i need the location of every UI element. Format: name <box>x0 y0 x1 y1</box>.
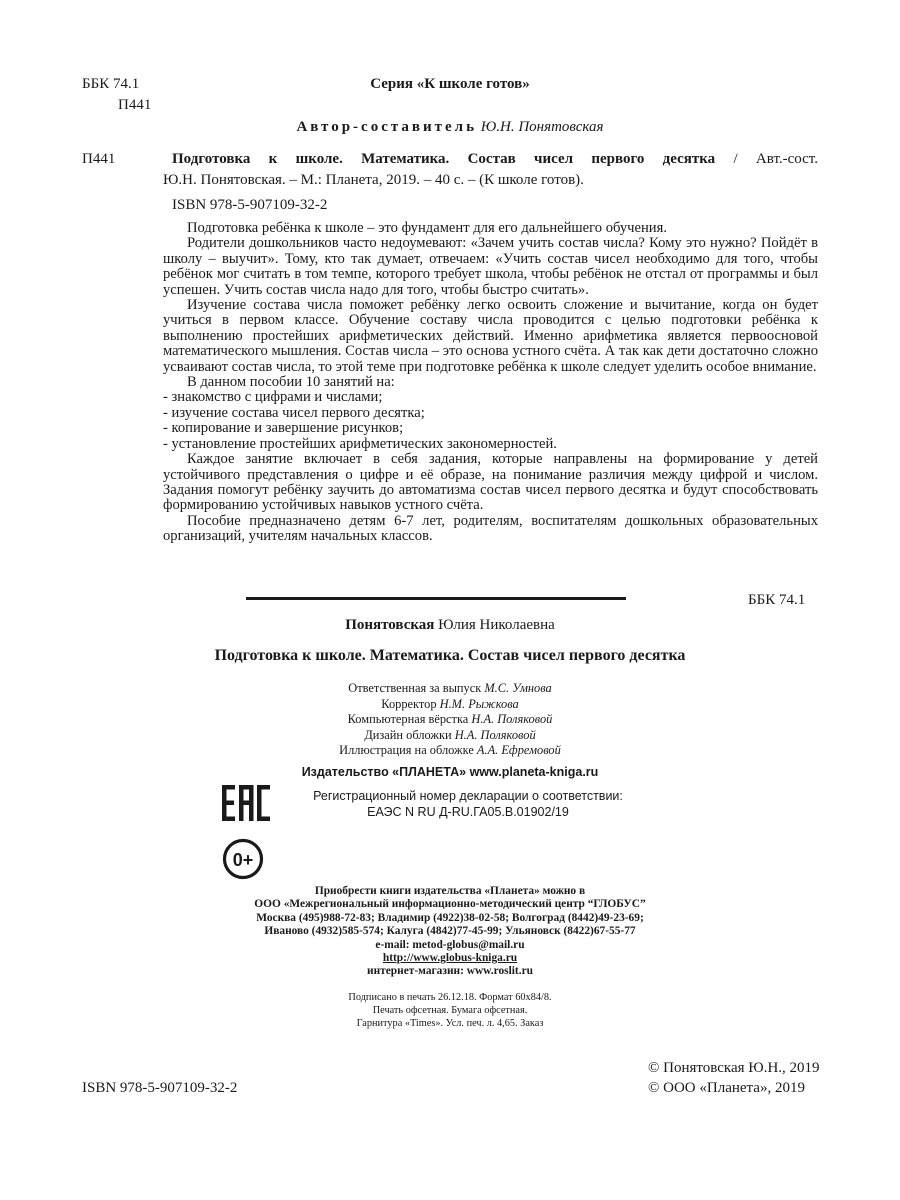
annotation-paragraph: Изучение состава числа поможет ребёнку легко освоить сложение и вычитание, когда он будет учиться в первом классе. Обучение составу числа проводится с целью подготовки ребёнка к выполнению простейших арифметических действий. Именно арифметика является первоосновой математического мышления. Состав числа – это основа устного счёта. А так как дети достаточно сложно усваивают состав числа, то этой теме при подготовке ребёнка к школе следует уделить особое внимание. <box>163 297 818 375</box>
registration-label: Регистрационный номер декларации о соответствии: <box>313 789 623 803</box>
citation-index: П441 <box>82 151 116 167</box>
distributor-website-link[interactable]: http://www.globus-kniga.ru <box>382 952 518 965</box>
imprint-info <box>0 991 900 1030</box>
annotation <box>163 221 818 545</box>
imprint-line: Печать офсетная. Бумага офсетная. <box>372 1005 528 1016</box>
list-item: - знакомство с цифрами и числами; <box>163 389 383 406</box>
bbk-code-bottom: ББК 74.1 <box>748 592 806 608</box>
eac-icon <box>221 784 271 822</box>
colophon-book-title: Подготовка к школе. Математика. Состав чисел первого десятка <box>214 647 686 664</box>
copyright-author: © Понятовская Ю.Н., 2019 <box>648 1060 820 1076</box>
registration-number: ЕАЭС N RU Д-RU.ГА05.В.01902/19 <box>367 805 569 819</box>
distributor-email: e-mail: metod-globus@mail.ru <box>375 938 525 951</box>
distributor-line: Приобрести книги издательства «Планета» можно в <box>314 885 586 897</box>
citation-title: Подготовка к школе. Математика. Состав чисел первого десятка <box>172 151 716 167</box>
imprint-line: Гарнитура «Times». Усл. печ. л. 4,65. Заказ <box>356 1018 544 1029</box>
series-title: Серия «К школе готов» <box>370 76 530 92</box>
credits-list <box>0 681 900 759</box>
annotation-paragraph: Родители дошкольников часто недоумевают: «Зачем учить состав числа? Кому это нужно? Пойдёт в школу – выучит». Тому, кто так думает, отвечаем: «Учить состав чисел необходимо для того, чтобы ребёнок мог считать в том темпе, которого требует школа, чтобы ребёнок не отстал от программы и был успешен. Учить состав числа надо для того, чтобы быстро считать». <box>163 235 818 298</box>
list-item: - копирование и завершение рисунков; <box>163 420 404 437</box>
author-name: Ю.Н. Понятовская <box>480 119 604 135</box>
annotation-paragraph: В данном пособии 10 занятий на: <box>187 374 395 391</box>
list-item: - установление простейших арифметических закономерностей. <box>163 435 557 452</box>
distributor-line: Иваново (4932)585-574; Калуга (4842)77-45-99; Ульяновск (8422)67-55-77 <box>264 925 636 938</box>
citation-isbn: ISBN 978-5-907109-32-2 <box>172 197 328 213</box>
credit-line: Ответственная за выпуск М.С. Умнова <box>348 681 552 695</box>
author-index: П441 <box>118 97 152 113</box>
registration-block <box>288 788 648 820</box>
distributor-info <box>0 885 900 979</box>
distributor-line: Москва (495)988-72-83; Владимир (4922)38-02-58; Волгоград (8442)49-23-69; <box>256 911 644 924</box>
bbk-code: ББК 74.1 <box>82 76 140 92</box>
svg-text:0+: 0+ <box>232 850 254 870</box>
credit-line: Иллюстрация на обложке А.А. Ефремовой <box>339 743 561 757</box>
footer-isbn: ISBN 978-5-907109-32-2 <box>82 1080 238 1096</box>
copyright-publisher: © ООО «Планета», 2019 <box>648 1080 805 1096</box>
author-label: Автор-составитель <box>296 119 478 135</box>
annotation-paragraph: Каждое занятие включает в себя задания, которые направлены на формирование у детей устойчивого представления о цифре и её образе, на понимание различия между цифрой и числом. Задания помогут ребёнку заучить до автоматизма состав чисел первого десятка и будут способствовать формированию устойчивых навыков устного счёта. <box>163 451 818 514</box>
credit-line: Компьютерная вёрстка Н.А. Поляковой <box>347 712 553 726</box>
annotation-paragraph: Пособие предназначено детям 6-7 лет, родителям, воспитателям дошкольных образовательных организаций, учителям начальных классов. <box>163 512 818 545</box>
divider-rule <box>246 597 626 600</box>
publisher-line: Издательство «ПЛАНЕТА» www.planeta-kniga.ru <box>301 765 599 779</box>
distributor-line: ООО «Межрегиональный информационно-методический центр “ГЛОБУС” <box>254 898 646 911</box>
citation-rest: / Авт.-сост. <box>715 151 818 167</box>
annotation-paragraph: Подготовка ребёнка к школе – это фундамент для его дальнейшего обучения. <box>187 220 667 236</box>
distributor-webshop: интернет-магазин: www.roslit.ru <box>367 965 533 978</box>
colophon-author <box>0 616 900 634</box>
credit-line: Корректор Н.М. Рыжкова <box>381 696 519 711</box>
author-line <box>0 118 900 136</box>
citation-line2: Ю.Н. Понятовская. – М.: Планета, 2019. – 40 с. – (К школе готов). <box>163 172 584 188</box>
credit-line: Дизайн обложки Н.А. Поляковой <box>364 727 536 742</box>
imprint-line: Подписано в печать 26.12.18. Формат 60x84/8. <box>348 992 552 1003</box>
citation-line1 <box>172 150 818 168</box>
age-rating-icon <box>222 838 264 880</box>
author-surname: Понятовская <box>345 617 435 633</box>
author-given-names: Юлия Николаевна <box>434 617 555 633</box>
list-item: - изучение состава чисел первого десятка; <box>163 404 425 421</box>
